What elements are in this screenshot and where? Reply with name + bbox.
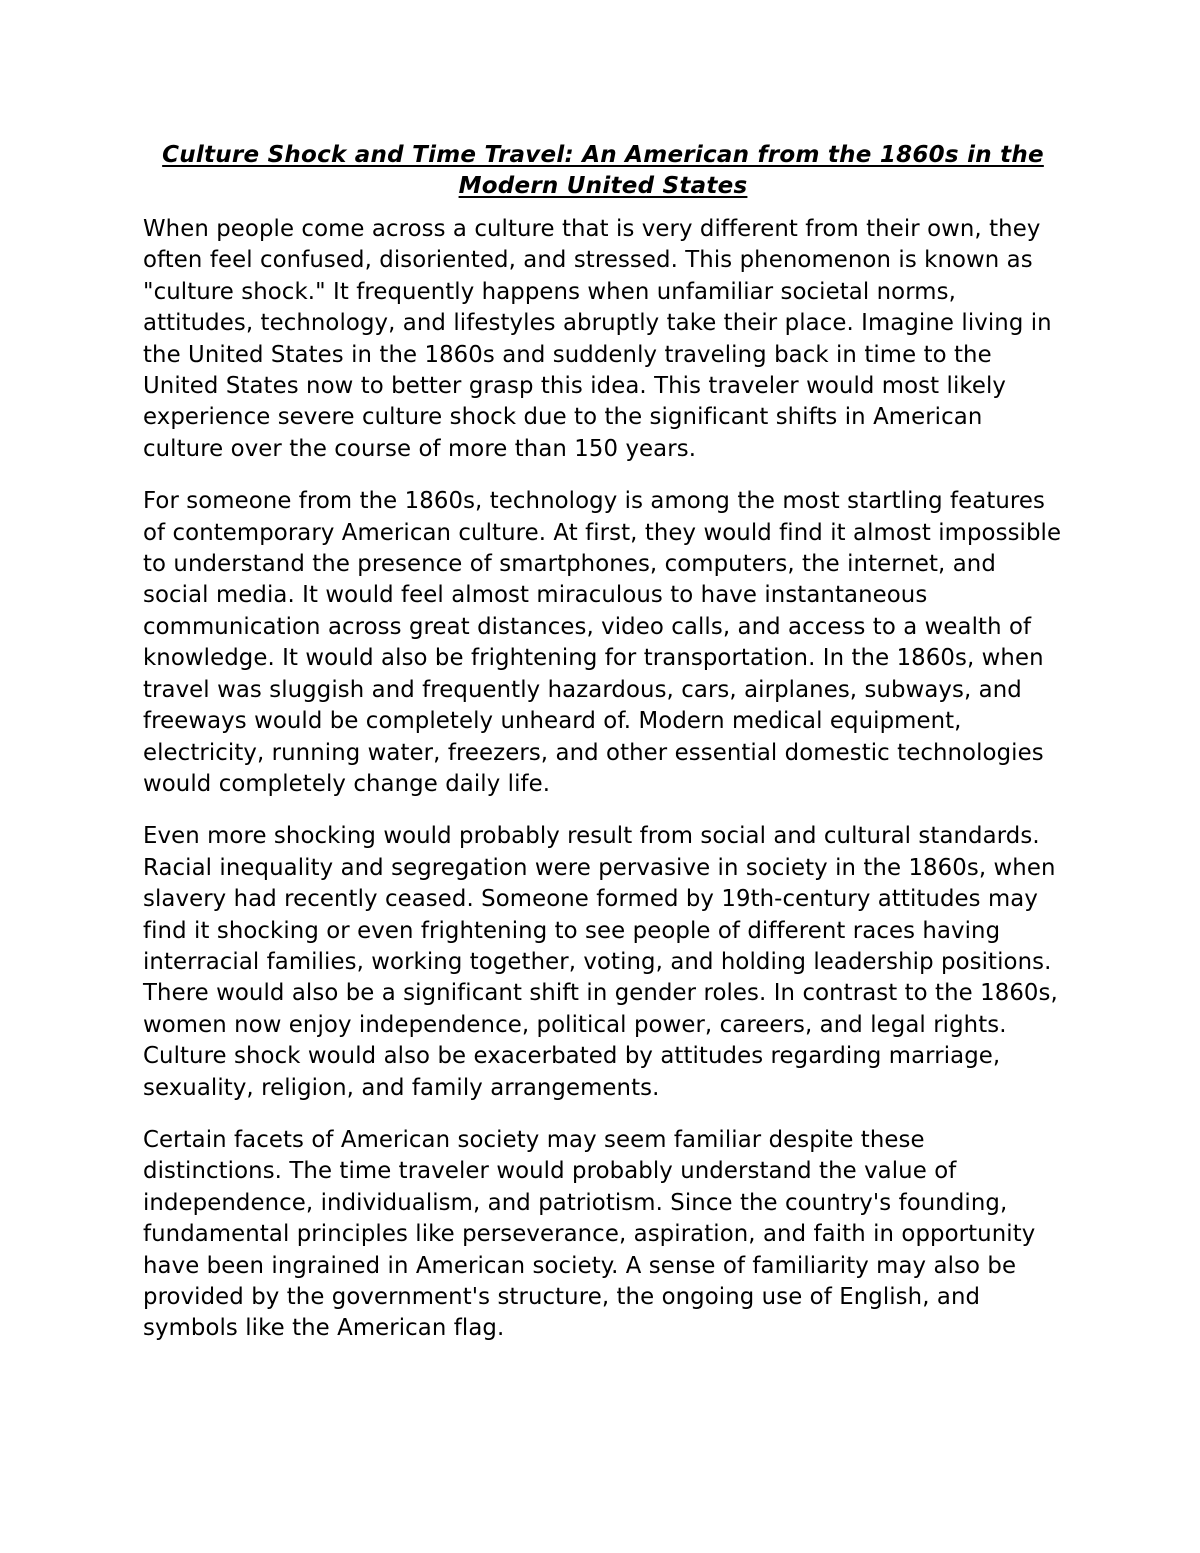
document-title: Culture Shock and Time Travel: An American from the 1860s in the Modern United States <box>162 142 1044 199</box>
document-body <box>143 140 1063 1366</box>
paragraph-familiar-facets: Certain facets of American society may seem familiar despite these distinctions. The time traveler would probably understand the value of independence, individualism, and patriotism. Since the country's founding, fundamental principles like perseverance, aspiration, and faith in opportunity have been ingrained in American society. A sense of familiarity may also be provided by the government's structure, the ongoing use of English, and symbols like the American flag. <box>143 1126 1036 1342</box>
paragraph-intro: When people come across a culture that is very different from their own, they often feel confused, disoriented, and stressed. This phenomenon is known as "culture shock." It frequently happens when unfamiliar societal norms, attitudes, technology, and lifestyles abruptly take their place. Imagine living in the United States in the 1860s and suddenly traveling back in time to the United States now to better grasp this idea. This traveler would most likely experience severe culture shock due to the significant shifts in American culture over the course of more than 150 years. <box>143 216 1052 462</box>
paragraph-technology: For someone from the 1860s, technology is among the most startling features of contemporary American culture. At first, they would find it almost impossible to understand the presence of smartphones, computers, the internet, and social media. It would feel almost miraculous to have instantaneous communication across great distances, video calls, and access to a wealth of knowledge. It would also be frightening for transportation. In the 1860s, when travel was sluggish and frequently hazardous, cars, airplanes, subways, and freeways would be completely unheard of. Modern medical equipment, electricity, running water, freezers, and other essential domestic technologies would completely change daily life. <box>143 488 1062 797</box>
paragraph-social-standards: Even more shocking would probably result from social and cultural standards. Racial inequality and segregation were pervasive in society in the 1860s, when slavery had recently ceased. Someone formed by 19th-century attitudes may find it shocking or even frightening to see people of different races having interracial families, working together, voting, and holding leadership positions. There would also be a significant shift in gender roles. In contrast to the 1860s, women now enjoy independence, political power, careers, and legal rights. Culture shock would also be exacerbated by attitudes regarding marriage, sexuality, religion, and family arrangements. <box>143 823 1058 1101</box>
